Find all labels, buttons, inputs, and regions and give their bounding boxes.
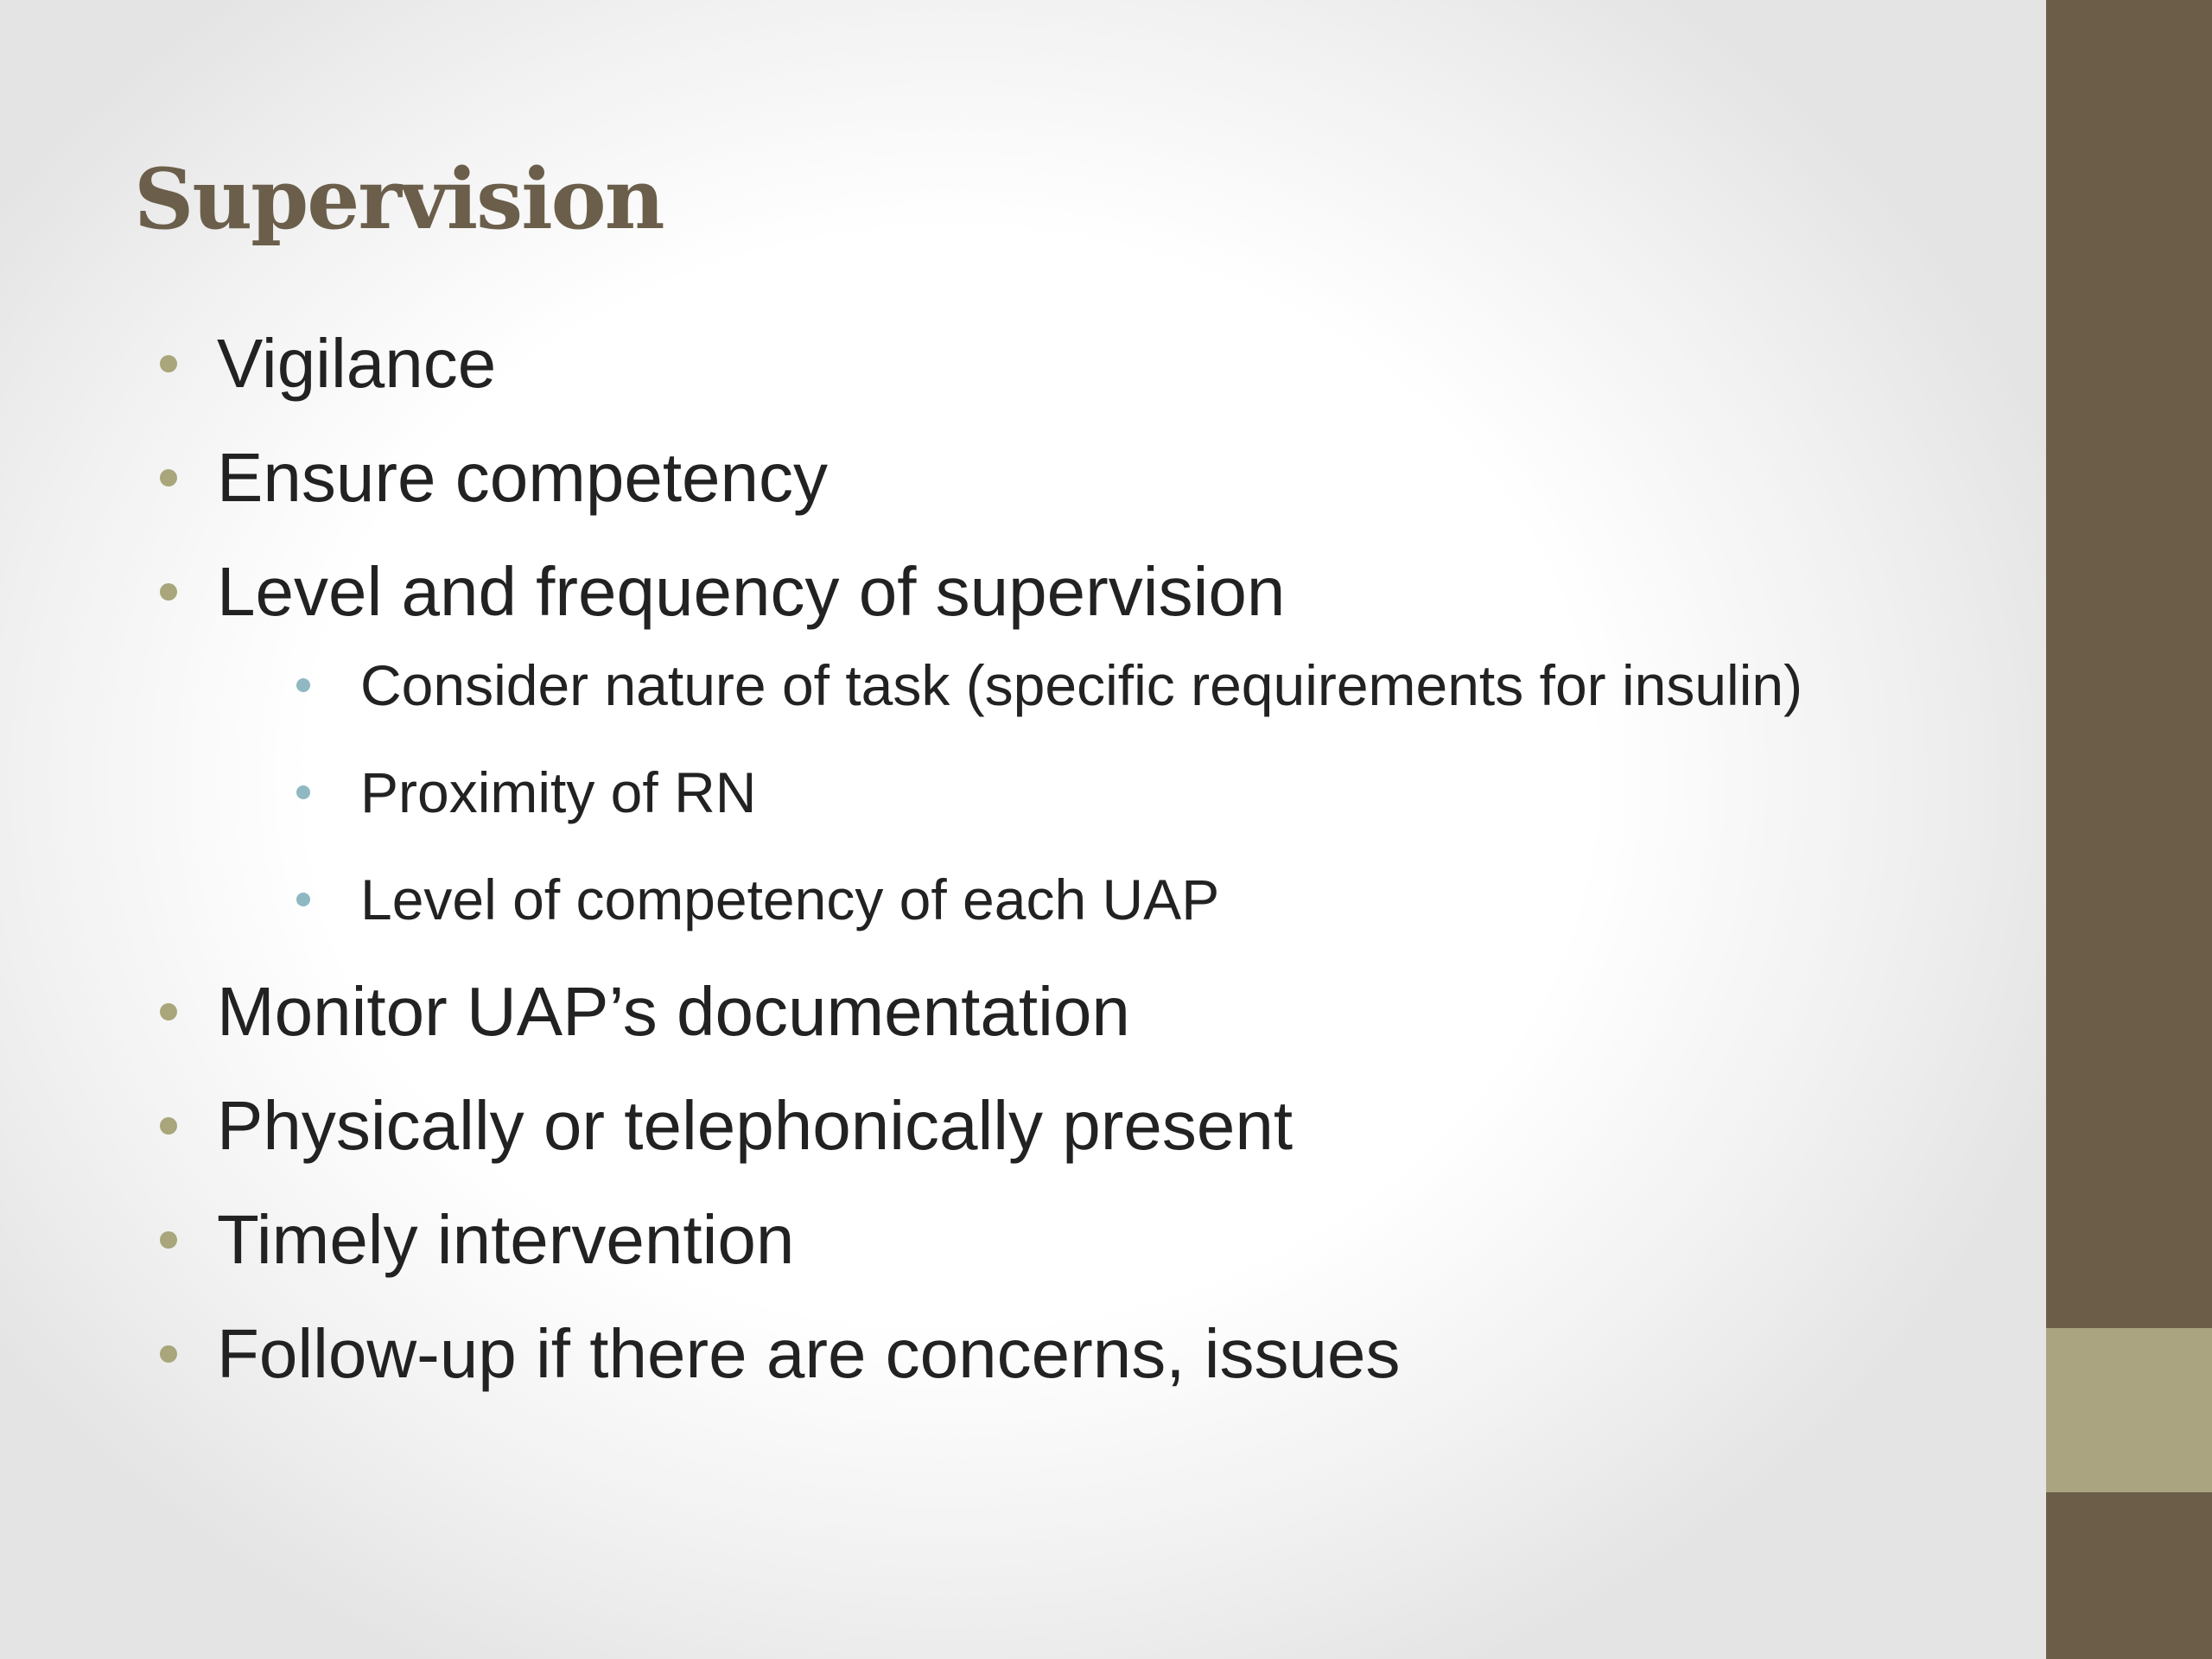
bullet-dot-icon	[160, 1003, 177, 1020]
sub-bullet-dot-icon	[296, 893, 310, 906]
bullet-item	[160, 1200, 1888, 1280]
bullet-dot-icon	[160, 469, 177, 486]
sub-bullet-dot-icon	[296, 678, 310, 692]
sub-bullet-item	[217, 861, 1888, 938]
bullet-text: Monitor UAP’s documentation	[217, 973, 1130, 1050]
bullet-text: Vigilance	[217, 325, 497, 402]
sub-bullet-text: Consider nature of task (specific requirements for insulin)	[360, 653, 1803, 717]
bullet-dot-icon	[160, 355, 177, 372]
bullet-text: Follow-up if there are concerns, issues	[217, 1315, 1401, 1392]
sub-bullet-list	[217, 647, 1888, 938]
bullet-text: Physically or telephonically present	[217, 1087, 1294, 1164]
sidebar-accent-band	[2046, 1328, 2212, 1492]
sub-bullet-item	[217, 754, 1888, 830]
sub-bullet-text: Proximity of RN	[360, 760, 757, 824]
bullet-list	[160, 324, 1888, 1428]
bullet-dot-icon	[160, 1117, 177, 1135]
bullet-item	[160, 552, 1888, 938]
slide-title: Supervision	[134, 150, 664, 248]
bullet-dot-icon	[160, 1345, 177, 1363]
bullet-text: Ensure competency	[217, 439, 829, 516]
sub-bullet-item	[217, 647, 1888, 723]
sub-bullet-text: Level of competency of each UAP	[360, 868, 1220, 931]
bullet-dot-icon	[160, 1231, 177, 1249]
bullet-item	[160, 1314, 1888, 1394]
bullet-item	[160, 1086, 1888, 1166]
bullet-item	[160, 972, 1888, 1052]
bullet-item	[160, 324, 1888, 404]
bullet-text: Timely intervention	[217, 1201, 795, 1278]
bullet-dot-icon	[160, 583, 177, 601]
bullet-item	[160, 438, 1888, 518]
sub-bullet-dot-icon	[296, 785, 310, 799]
bullet-text: Level and frequency of supervision	[217, 553, 1286, 630]
